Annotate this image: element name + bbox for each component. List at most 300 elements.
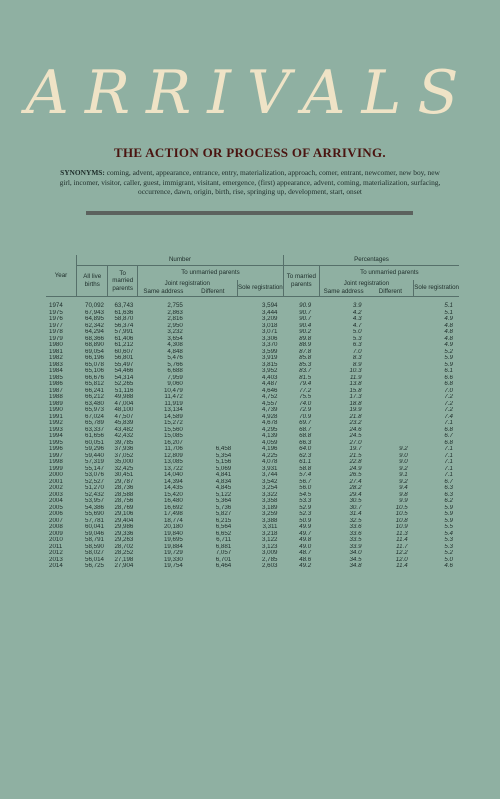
table-cell: 3,744: [262, 472, 278, 478]
table-cell: 52.9: [299, 504, 312, 511]
table-cell: 70.9: [299, 413, 312, 420]
table-cell: 32,425: [114, 465, 134, 472]
table-cell: 10.5: [395, 504, 408, 511]
table-cell: 2014: [49, 563, 63, 569]
table-cell: 19,330: [163, 556, 183, 563]
table-cell: 63,480: [85, 400, 104, 407]
table-cell: 2,603: [262, 563, 278, 569]
table-cell: 5,354: [215, 452, 232, 459]
table-cell: 1991: [49, 413, 63, 420]
table-cell: 5,476: [167, 355, 183, 361]
table-cell: 7.1: [444, 420, 453, 426]
table-cell: 10.9: [395, 524, 408, 530]
table-cell: 28,736: [114, 485, 134, 491]
table-cell: 4,845: [215, 485, 232, 491]
table-cell: 85.8: [299, 355, 312, 361]
table-cell: 5,827: [215, 511, 232, 517]
table-cell: 20,180: [163, 524, 183, 530]
table-cell: 83.7: [299, 368, 312, 374]
table-cell: 4,848: [167, 348, 183, 355]
table-cell: 1978: [49, 329, 63, 335]
table-cell: 1986: [49, 381, 63, 387]
table-cell: 1993: [49, 426, 63, 433]
table-cell: 6.8: [444, 381, 453, 387]
table-cell: 18.8: [349, 400, 362, 407]
table-cell: 28,252: [114, 550, 134, 556]
table-cell: 35,000: [114, 459, 134, 465]
table-cell: 74.0: [299, 400, 312, 407]
table-cell: 89.8: [299, 335, 312, 342]
table-cell: 34.0: [349, 550, 362, 556]
table-cell: 57,781: [85, 517, 104, 524]
table-cell: 67,943: [85, 309, 104, 316]
table-cell: 6,711: [216, 537, 232, 543]
table-cell: 11.4: [396, 563, 408, 569]
table-cell: 29,986: [114, 524, 134, 530]
table-cell: 3,122: [262, 537, 278, 543]
table-cell: 9.4: [399, 485, 408, 491]
table-body: [46, 297, 459, 570]
table-cell: 11,706: [164, 446, 183, 452]
table-cell: 33.6: [349, 530, 362, 537]
table-cell: 9.2: [399, 465, 408, 472]
table-cell: 1990: [49, 407, 63, 413]
table-cell: 49.7: [299, 530, 312, 537]
table-cell: 34.8: [349, 563, 362, 569]
table-cell: 69.7: [299, 420, 312, 426]
table-cell: 2012: [49, 550, 63, 556]
table-cell: 5,766: [167, 361, 183, 368]
table-cell: 3,952: [262, 368, 278, 374]
table-cell: 55,147: [85, 465, 104, 472]
table-cell: 5.5: [444, 524, 453, 530]
table-cell: 49,988: [114, 394, 134, 400]
table-cell: 15,420: [163, 491, 183, 498]
table-cell: 1976: [49, 316, 63, 322]
table-cell: 1998: [49, 459, 63, 465]
table-cell: 4,928: [262, 413, 278, 420]
table-cell: 2008: [49, 524, 63, 530]
table-cell: 1994: [49, 433, 63, 439]
table-cell: 4,487: [262, 381, 278, 387]
table-cell: 5,122: [215, 491, 232, 498]
table-cell: 9.0: [399, 452, 408, 459]
table-cell: 6,881: [215, 543, 232, 550]
table-cell: 6,464: [215, 563, 232, 569]
table-cell: 7.1: [444, 465, 453, 472]
table-cell: 28.2: [349, 485, 362, 491]
table-cell: 45,839: [114, 420, 134, 426]
table-cell: 4.7: [352, 322, 362, 329]
table-cell: 61.1: [299, 459, 312, 465]
table-cell: 9,060: [167, 381, 183, 387]
table-cell: 3,594: [262, 302, 278, 309]
table-cell: 15.8: [349, 387, 362, 394]
table-row: [46, 297, 459, 310]
table-cell: 30.5: [349, 498, 362, 504]
table-cell: 6.8: [444, 439, 453, 446]
table-cell: 57,991: [114, 329, 134, 335]
table-cell: 3,322: [262, 491, 278, 498]
table-cell: 5.9: [444, 517, 453, 524]
header-percentages: Percentages: [283, 255, 459, 266]
table-cell: 13,085: [163, 459, 183, 465]
table-cell: 59,440: [85, 452, 104, 459]
table-cell: 34.5: [349, 556, 362, 563]
table-cell: 3,919: [262, 355, 278, 361]
table-cell: 90.2: [299, 329, 312, 335]
table-cell: 3,018: [262, 322, 278, 329]
table-cell: 23.2: [349, 420, 362, 426]
table-cell: 2009: [49, 530, 63, 537]
table-cell: 52.3: [299, 511, 312, 517]
table-cell: 66,212: [85, 394, 104, 400]
table-cell: 7.4: [444, 413, 453, 420]
table-cell: 63,743: [114, 302, 134, 309]
header-sole-registration: Sole registration: [237, 280, 283, 297]
table-cell: 58,791: [85, 537, 104, 543]
table-cell: 2001: [49, 478, 63, 485]
table-cell: 4.6: [444, 563, 453, 569]
table-cell: 5.3: [444, 543, 453, 550]
table-cell: 33.6: [349, 524, 362, 530]
table-cell: 6,688: [167, 368, 183, 374]
table-cell: 5.9: [444, 355, 453, 361]
table-cell: 81.5: [299, 374, 312, 381]
table-cell: 56,725: [85, 563, 104, 569]
table-cell: 66,241: [85, 387, 104, 394]
table-cell: 7.0: [352, 348, 362, 355]
table-cell: 61,406: [114, 335, 134, 342]
table-cell: 47,507: [114, 413, 134, 420]
table-cell: 13.8: [349, 381, 362, 387]
table-cell: 2002: [49, 485, 63, 491]
table-cell: 3,931: [262, 465, 278, 472]
header-number: Number: [76, 255, 283, 266]
header-same-address: Same address: [137, 288, 188, 297]
table-cell: 3,209: [262, 316, 278, 322]
table-cell: 1995: [49, 439, 63, 446]
table-cell: 7.1: [444, 452, 453, 459]
table-cell: 66.3: [299, 439, 312, 446]
table-cell: 7.1: [444, 459, 453, 465]
table-cell: 16,207: [163, 439, 183, 446]
table-cell: 2,755: [167, 302, 183, 309]
table-cell: 58.8: [299, 465, 312, 472]
table-cell: 28,702: [114, 543, 134, 550]
table-cell: 77.2: [299, 387, 312, 394]
table-cell: 75.5: [299, 394, 312, 400]
table-cell: 14,394: [163, 478, 183, 485]
table-cell: 19,729: [163, 550, 183, 556]
table-cell: 1985: [49, 374, 63, 381]
table-cell: 6.3: [352, 342, 362, 348]
table-cell: 32.5: [349, 517, 362, 524]
table-cell: 3,444: [262, 309, 278, 316]
table-cell: 28,769: [114, 504, 134, 511]
table-cell: [189, 297, 237, 310]
table-cell: 7.2: [444, 407, 453, 413]
table-cell: 5.4: [444, 530, 453, 537]
table-cell: 49.9: [299, 524, 312, 530]
table-cell: 4,403: [262, 374, 278, 381]
table-cell: 4.2: [352, 309, 362, 316]
table-cell: 6,564: [215, 524, 232, 530]
table-cell: 48.7: [299, 550, 312, 556]
table-cell: 4,739: [262, 407, 278, 413]
table-cell: 4.8: [444, 322, 453, 329]
table-cell: 61,212: [114, 342, 134, 348]
table-cell: 3,388: [262, 517, 278, 524]
table-cell: 3,306: [262, 335, 278, 342]
table-cell: 13,722: [163, 465, 183, 472]
table-cell: 18,774: [163, 517, 183, 524]
table-cell: 68,890: [85, 342, 104, 348]
table-cell: 2000: [49, 472, 63, 478]
table-cell: 5.9: [444, 511, 453, 517]
table-cell: 2005: [49, 504, 63, 511]
table-cell: 2003: [49, 491, 63, 498]
table-cell: 28,756: [114, 498, 134, 504]
table-cell: 4.9: [444, 342, 453, 348]
table-cell: 1989: [49, 400, 63, 407]
table-cell: 12.0: [395, 556, 408, 563]
table-cell: 21.8: [349, 413, 362, 420]
table-cell: 65,973: [85, 407, 104, 413]
table-cell: 15,085: [163, 433, 183, 439]
table-cell: 90.7: [299, 316, 312, 322]
table-cell: 29,336: [114, 530, 134, 537]
table-cell: 3,232: [167, 329, 183, 335]
table-cell: 5.0: [352, 329, 362, 335]
synonyms-text: coming, advent, appearance, entrance, entry, materialization, approach, comer, entrant, newcomer, new boy, new girl, incomer, visitor, caller, guest, immigrant, visitant, emergence, (first) appearance, advent, coming, materialization, surfacing, occurrence, dawn, origin, birth, rise, springing up, development, start, onset: [59, 168, 441, 196]
table-cell: 10.5: [395, 511, 408, 517]
table-cell: 10.3: [349, 368, 362, 374]
table-cell: 9.2: [399, 446, 408, 452]
table-cell: 88.9: [299, 342, 312, 348]
table-cell: 9.1: [399, 472, 408, 478]
table-cell: 4,557: [262, 400, 278, 407]
table-cell: 55,690: [85, 511, 104, 517]
table-cell: 59,046: [85, 530, 104, 537]
table-cell: 11,472: [164, 394, 183, 400]
table-cell: 49.2: [299, 563, 312, 569]
table-cell: 48.6: [299, 556, 312, 563]
table-cell: 69,054: [85, 348, 104, 355]
table-cell: 62.3: [299, 452, 312, 459]
table-cell: 19,695: [163, 537, 183, 543]
header-pct-joint-registration: Joint registration: [319, 280, 414, 288]
table-cell: 5,069: [215, 465, 232, 472]
table-cell: 3,259: [262, 511, 278, 517]
table-cell: 24.6: [349, 426, 362, 433]
table-cell: 52,265: [114, 381, 134, 387]
table-cell: 6.1: [444, 368, 453, 374]
table-cell: 2004: [49, 498, 63, 504]
table-cell: 5.1: [444, 302, 453, 309]
table-cell: 60,051: [85, 439, 104, 446]
table-cell: 9.9: [399, 498, 408, 504]
table-cell: 14,589: [163, 413, 183, 420]
table-cell: 22.8: [349, 459, 362, 465]
table-cell: 7.2: [444, 394, 453, 400]
table-cell: 19,840: [163, 530, 183, 537]
table-cell: 7.1: [444, 446, 453, 452]
table-cell: 16,692: [163, 504, 183, 511]
table-cell: 27.0: [349, 439, 362, 446]
table-cell: 58,590: [85, 543, 104, 550]
table-cell: 4.8: [444, 335, 453, 342]
table-cell: [368, 297, 414, 310]
table-cell: 39,785: [114, 439, 134, 446]
table-cell: 27,198: [114, 556, 134, 563]
table-cell: 56,374: [114, 322, 134, 329]
table-cell: 68.7: [299, 426, 312, 433]
table-cell: 5.2: [444, 550, 453, 556]
table-cell: 47,004: [114, 400, 134, 407]
table-cell: 6,652: [215, 530, 232, 537]
header-pct-to-unmarried-parents: To unmarried parents: [319, 266, 459, 281]
table-cell: 68.8: [299, 433, 312, 439]
table-cell: 1982: [49, 355, 63, 361]
table-cell: 30.7: [349, 504, 362, 511]
table-cell: 3,009: [262, 550, 278, 556]
table-cell: 3,218: [262, 530, 278, 537]
table-cell: 14,435: [163, 485, 183, 491]
births-table: [46, 255, 459, 570]
table-cell: 33.5: [349, 537, 362, 543]
table-cell: 5.9: [444, 504, 453, 511]
table-cell: 30,451: [114, 472, 134, 478]
table-cell: 4.3: [352, 316, 362, 322]
table-cell: 2,816: [167, 316, 183, 322]
table-cell: 17,498: [163, 511, 183, 517]
table-cell: 54,386: [85, 504, 104, 511]
table-cell: 62,342: [85, 322, 104, 329]
table-cell: 6.3: [444, 485, 453, 491]
table-cell: 9.0: [399, 459, 408, 465]
table-cell: 10.8: [395, 517, 408, 524]
table-cell: 8.3: [352, 355, 362, 361]
table-cell: 14,040: [163, 472, 183, 478]
table-cell: 1987: [49, 387, 63, 394]
table-cell: 60,041: [85, 524, 104, 530]
table-cell: 90.7: [299, 309, 312, 316]
table-cell: 6,701: [215, 556, 232, 563]
table-cell: 56,801: [114, 355, 134, 361]
table-cell: 19,754: [163, 563, 183, 569]
table-cell: 1996: [49, 446, 63, 452]
table-cell: 2,863: [167, 309, 183, 316]
table-cell: 3,071: [262, 329, 278, 335]
header-joint-registration: Joint registration: [137, 280, 237, 288]
table-cell: 4,646: [262, 387, 278, 394]
table-cell: 5.3: [352, 335, 362, 342]
table-cell: 58,027: [85, 550, 104, 556]
table-cell: 9.8: [399, 491, 408, 498]
table-cell: 3,254: [262, 485, 278, 491]
table-cell: 27.4: [349, 478, 362, 485]
table-cell: 53,957: [85, 498, 104, 504]
header-pct-same-address: Same address: [319, 288, 367, 297]
table-cell: 19.7: [349, 446, 362, 452]
table-cell: 5.1: [444, 309, 453, 316]
table-cell: 66,196: [85, 355, 104, 361]
table-cell: 29,787: [114, 478, 134, 485]
table-cell: 43,482: [114, 426, 134, 433]
table-cell: 2010: [49, 537, 63, 543]
table-cell: 3,815: [262, 361, 278, 368]
table-cell: 6,458: [215, 446, 232, 452]
table-cell: 54.5: [299, 491, 312, 498]
table-cell: 79.4: [299, 381, 312, 387]
table-cell: 72.9: [299, 407, 312, 413]
table-cell: 90.4: [299, 322, 312, 329]
table-cell: 1980: [49, 342, 63, 348]
table-cell: 4,295: [262, 426, 278, 433]
table-cell: 4,841: [215, 472, 232, 478]
header-different: Different: [189, 288, 237, 297]
table-cell: 31.4: [349, 511, 362, 517]
table-cell: 19.9: [349, 407, 362, 413]
table-cell: 17.3: [349, 394, 362, 400]
table-cell: 61,656: [85, 433, 104, 439]
table-cell: 27,904: [114, 563, 134, 569]
table-cell: 51,270: [85, 485, 104, 491]
table-cell: 90.9: [299, 302, 312, 309]
table-cell: 68,366: [85, 335, 104, 342]
table-cell: 56,014: [85, 556, 104, 563]
table-cell: 1979: [49, 335, 63, 342]
table-cell: 56.0: [299, 485, 312, 491]
header-to-unmarried-parents: To unmarried parents: [137, 266, 283, 281]
table-cell: 6.2: [444, 498, 453, 504]
table-cell: 33.9: [349, 543, 362, 550]
table-cell: 7.1: [444, 472, 453, 478]
table-cell: 2007: [49, 517, 63, 524]
table-cell: 21.5: [349, 452, 362, 459]
table-cell: 49.8: [299, 537, 312, 543]
table-cell: 4.9: [444, 316, 453, 322]
table-cell: 3,599: [262, 348, 278, 355]
table-cell: 4,078: [262, 459, 278, 465]
table-cell: 1983: [49, 361, 63, 368]
table-cell: 26.5: [349, 472, 362, 478]
table-cell: 52,432: [85, 491, 104, 498]
table-cell: 58,870: [114, 316, 134, 322]
table-cell: 70,092: [85, 302, 104, 309]
table-cell: 1992: [49, 420, 63, 426]
table-cell: 2011: [49, 543, 63, 550]
table-cell: 29,404: [114, 517, 134, 524]
table-cell: 11.7: [396, 543, 408, 550]
table-cell: 2013: [49, 556, 63, 563]
table-cell: 24.5: [349, 433, 362, 439]
table-cell: 5.9: [444, 361, 453, 368]
table-cell: 65,078: [85, 361, 104, 368]
header-pct-different: Different: [368, 288, 414, 297]
table-cell: 51,116: [114, 387, 134, 394]
table-cell: 64,895: [85, 316, 104, 322]
table-cell: 65,812: [85, 381, 104, 387]
table-cell: 49.0: [299, 543, 312, 550]
synonyms-block: [56, 168, 444, 197]
table-cell: 12.2: [395, 550, 408, 556]
header-to-married-parents: To married parents: [108, 266, 137, 297]
table-cell: 4,834: [215, 478, 232, 485]
table-cell: 65,106: [85, 368, 104, 374]
header-year: Year: [46, 255, 76, 297]
